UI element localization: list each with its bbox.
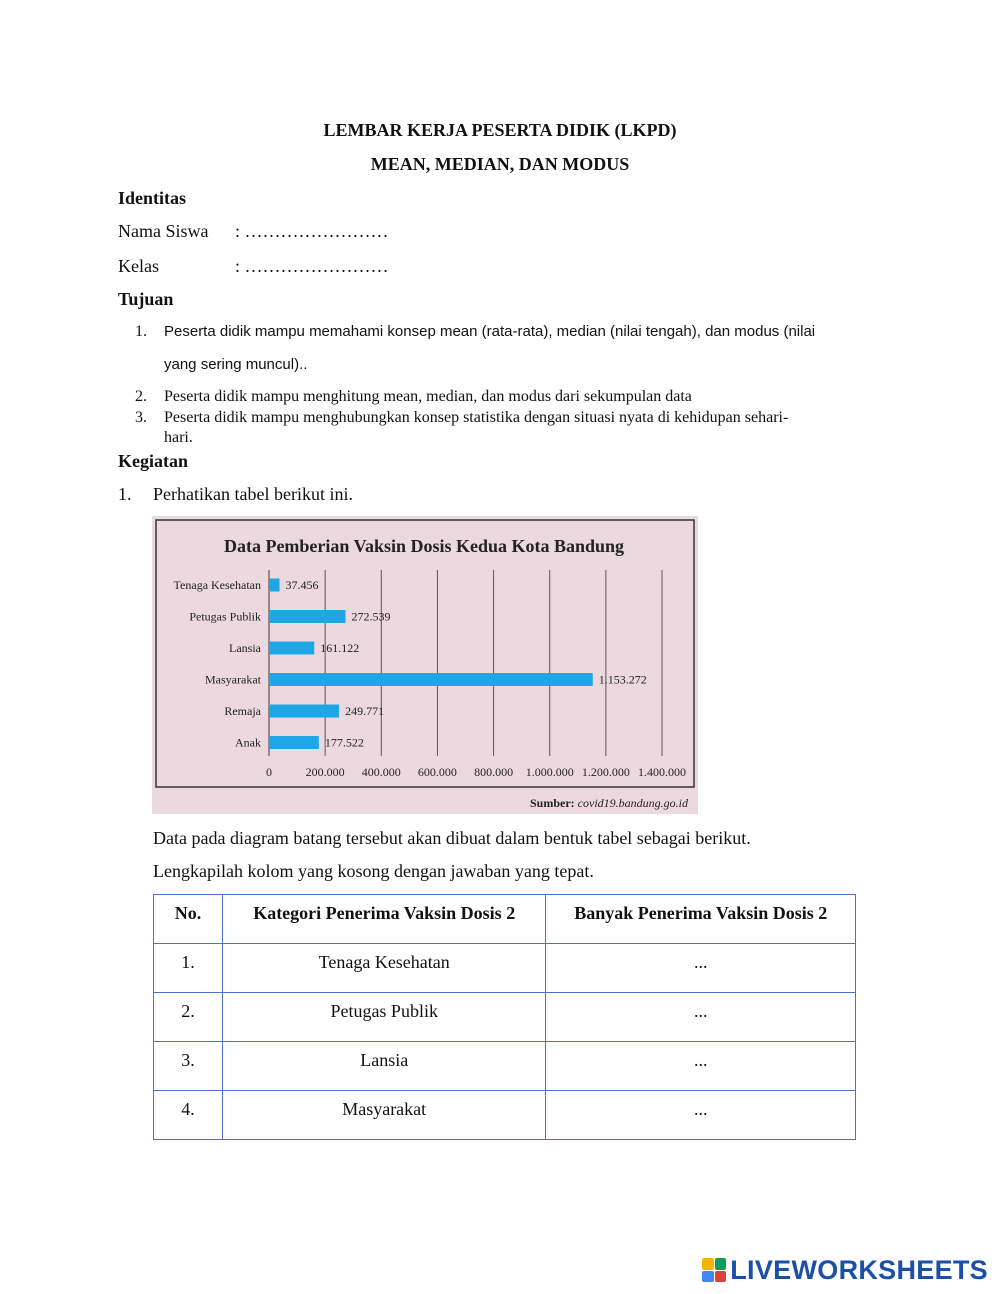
goal-number: 3.	[135, 409, 147, 426]
chart-title: Data Pemberian Vaksin Dosis Kedua Kota Bandung	[223, 536, 625, 556]
class-label: Kelas	[118, 256, 159, 276]
chart-value-label: 249.771	[345, 704, 385, 718]
table-intro-text: Data pada diagram batang tersebut akan dibuat dalam bentuk tabel sebagai berikut.	[153, 828, 751, 848]
liveworksheets-logo	[702, 1255, 988, 1285]
activity-step-number: 1.	[118, 484, 132, 504]
chart-category-label: Anak	[235, 735, 261, 750]
goal-text-continued: hari.	[164, 429, 193, 446]
vaccine-bar-chart	[152, 516, 698, 814]
row-number: 2.	[154, 993, 223, 1042]
chart-tick-label: 800.000	[474, 765, 514, 779]
chart-value-label: 1.153.272	[598, 672, 647, 687]
chart-source-text: covid19.bandung.go.id	[577, 796, 688, 810]
goal-number: 1.	[135, 323, 147, 340]
chart-tick-label: 1.200.000	[581, 765, 630, 779]
chart-canvas	[152, 516, 698, 814]
row-number: 1.	[154, 944, 223, 993]
answer-cell[interactable]: ...	[546, 1091, 856, 1140]
goals-heading: Tujuan	[118, 289, 174, 309]
identity-heading: Identitas	[118, 188, 187, 208]
activity-step-text: Perhatikan tabel berikut ini.	[153, 484, 353, 504]
chart-category-label: Masyarakat	[205, 672, 261, 687]
chart-bar	[269, 705, 339, 718]
column-header-count: Banyak Penerima Vaksin Dosis 2	[546, 895, 856, 944]
student-name-field[interactable]: : ……………………	[235, 221, 389, 241]
column-header-category: Kategori Penerima Vaksin Dosis 2	[222, 895, 546, 944]
chart-bar	[269, 610, 346, 623]
goal-number: 2.	[135, 388, 147, 405]
activity-heading: Kegiatan	[118, 451, 188, 471]
row-number: 4.	[154, 1091, 223, 1140]
table-row	[154, 944, 856, 993]
row-category: Tenaga Kesehatan	[222, 944, 546, 993]
table-header-row	[154, 895, 856, 944]
chart-value-label: 177.522	[324, 735, 364, 750]
chart-value-label: 37.456	[285, 578, 319, 592]
student-name-label: Nama Siswa	[118, 221, 209, 241]
table-row	[154, 993, 856, 1042]
chart-bar	[269, 579, 280, 592]
goal-text: Peserta didik mampu memahami konsep mean (rata-rata), median (nilai tengah), dan modus (nilai	[164, 323, 816, 340]
chart-tick-label: 1.000.000	[525, 765, 574, 779]
vaccine-table	[153, 894, 856, 1140]
row-category: Petugas Publik	[222, 993, 546, 1042]
chart-value-label: 272.539	[351, 609, 391, 624]
table-instruction-text: Lengkapilah kolom yang kosong dengan jawaban yang tepat.	[153, 861, 594, 881]
chart-tick-label: 0	[266, 765, 272, 779]
chart-tick-label: 400.000	[361, 765, 401, 779]
chart-bar	[269, 673, 593, 686]
chart-tick-label: 200.000	[305, 765, 345, 779]
answer-cell[interactable]: ...	[546, 1042, 856, 1091]
chart-source-label: Sumber:	[530, 796, 575, 810]
class-field[interactable]: : ……………………	[235, 256, 389, 276]
goal-text: Peserta didik mampu menghubungkan konsep statistika dengan situasi nyata di kehidupan sehari-	[164, 409, 789, 426]
chart-bar	[269, 642, 314, 655]
logo-text: LIVEWORKSHEETS	[730, 1254, 988, 1285]
chart-value-label: 161.122	[320, 641, 360, 655]
goal-text-continued: yang sering muncul)..	[164, 356, 308, 373]
chart-tick-label: 600.000	[417, 765, 457, 779]
answer-cell[interactable]: ...	[546, 944, 856, 993]
table-row	[154, 1042, 856, 1091]
goal-text: Peserta didik mampu menghitung mean, median, dan modus dari sekumpulan data	[164, 388, 692, 405]
answer-cell[interactable]: ...	[546, 993, 856, 1042]
chart-bar	[269, 736, 319, 749]
chart-category-label: Petugas Publik	[189, 609, 261, 624]
chart-category-label: Tenaga Kesehatan	[173, 578, 261, 592]
chart-source	[530, 796, 689, 810]
table-row	[154, 1091, 856, 1140]
row-category: Masyarakat	[222, 1091, 546, 1140]
chart-tick-label: 1.400.000	[638, 765, 686, 779]
document-title: LEMBAR KERJA PESERTA DIDIK (LKPD)	[323, 120, 677, 140]
logo-grid-icon	[702, 1258, 726, 1282]
document-subtitle: MEAN, MEDIAN, DAN MODUS	[370, 154, 630, 174]
chart-category-label: Remaja	[224, 704, 261, 718]
column-header-no: No.	[154, 895, 223, 944]
chart-category-label: Lansia	[229, 641, 261, 655]
row-number: 3.	[154, 1042, 223, 1091]
row-category: Lansia	[222, 1042, 546, 1091]
